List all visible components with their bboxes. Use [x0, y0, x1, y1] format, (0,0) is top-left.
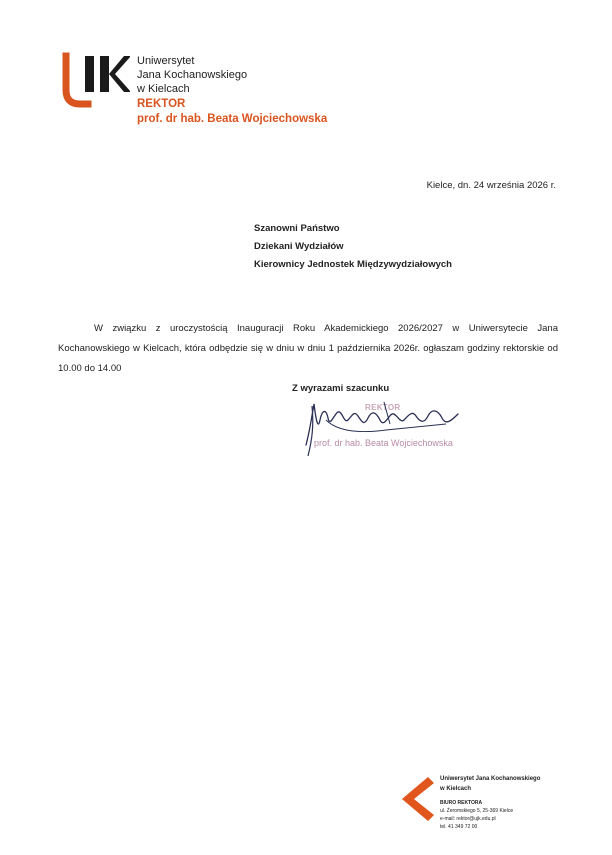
- date-line: Kielce, dn. 24 września 2026 r.: [426, 180, 556, 191]
- footer-office: BIURO REKTORA: [440, 800, 483, 806]
- letter-body: W związku z uroczystością Inauguracji Roku Akademickiego 2026/2027 w Uniwersytecie Jana Kochanowskiego w Kielcach, która odbędzie się w dniu w dniu 1 października 2026r. ogłaszam godziny rektorskie od 10.00 do 14.00: [58, 323, 558, 374]
- footer-address: ul. Żeromskiego 5, 25-369 Kielce: [440, 808, 514, 814]
- addressee-line-1: Szanowni Państwo: [254, 223, 340, 234]
- university-name-line-3: w Kielcach: [137, 83, 190, 95]
- addressee-line-3: Kierownicy Jednostek Międzywydziałowych: [254, 259, 452, 270]
- stamp-title: REKTOR: [365, 403, 401, 412]
- addressee-line-2: Dziekani Wydziałów: [254, 241, 344, 252]
- office-title: REKTOR: [137, 98, 186, 110]
- footer-university-line-1: Uniwersytet Jana Kochanowskiego: [440, 776, 541, 782]
- footer-university-line-2: w Kielcach: [440, 786, 472, 792]
- rector-name: prof. dr hab. Beata Wojciechowska: [137, 113, 328, 125]
- ujk-logo-icon: [60, 52, 130, 110]
- closing-line: Z wyrazami szacunku: [292, 383, 390, 394]
- footer-email: e-mail: rektor@ujk.edu.pl: [440, 816, 496, 822]
- stamp-name: prof. dr hab. Beata Wojciechowska: [314, 438, 453, 448]
- footer-phone: tel. 41 349 72 00: [440, 824, 478, 830]
- university-name-line-2: Jana Kochanowskiego: [137, 69, 248, 81]
- signature-icon: [296, 390, 466, 460]
- footer-chevron-icon: [398, 775, 434, 823]
- university-name-line-1: Uniwersytet: [137, 55, 195, 67]
